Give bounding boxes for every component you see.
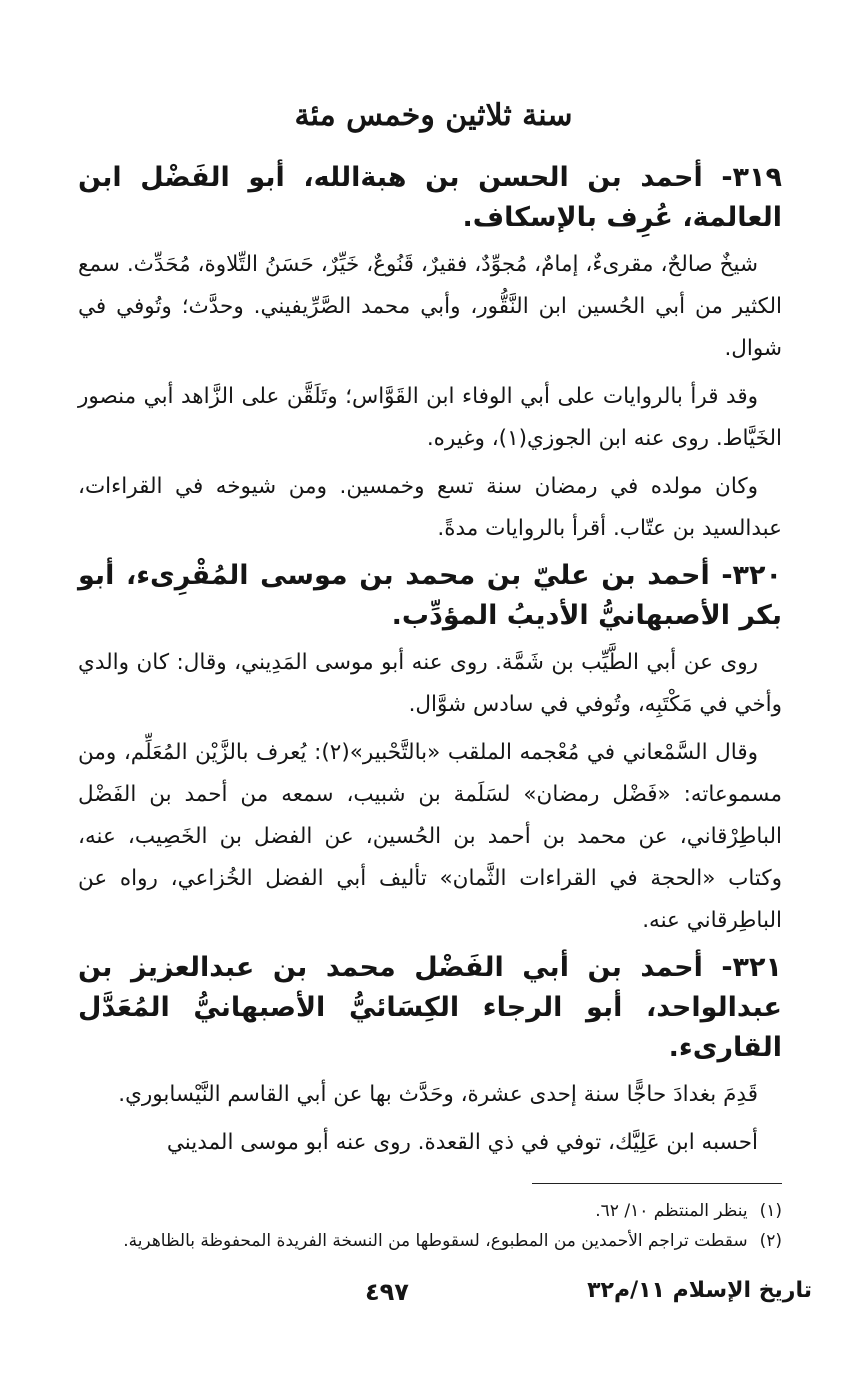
main-text	[78, 158, 782, 1170]
entry-paragraph: قَدِمَ بغدادَ حاجًّا سنة إحدى عشرة، وحَدَّث بها عن أبي القاسم النَّيْسابوري.	[118, 1082, 758, 1107]
entry-paragraph: روى عن أبي الطَّيِّب بن شَمَّة. روى عنه أبو موسى المَدِيني، وقال: كان والدي وأخي في مَكْتَبِه، وتُوفي في سادس شوَّال.	[78, 650, 782, 717]
page-number: ٤٩٧	[365, 1278, 409, 1306]
footnote-text: ينظر المنتظم ١٠/ ٦٢.	[595, 1201, 748, 1221]
footnote-number: (٢)	[759, 1231, 782, 1251]
section-heading: سنة ثلاثين وخمس مئة	[294, 98, 573, 133]
entry-title: ٣٢١- أحمد بن أبي الفَضْل محمد بن عبدالعزيز بن عبدالواحد، أبو الرجاء الكِسَائيُّ الأصبهانيُّ المُعَدَّل القارىء.	[78, 952, 782, 1063]
entry-paragraph: وقال السَّمْعاني في مُعْجمه الملقب «بالتَّحْبير»(٢): يُعرف بالزَّيْن المُعَلِّم، ومن مسموعاته: «فَضْل رمضان» لسَلَمة بن شبيب، سمعه من أحمد بن الفَضْل الباطِرْقاني، عن محمد بن أحمد بن الحُسين، عن الفضل بن الخَصِيب، عنه، وكتاب «الحجة في القراءات الثَّمان» تأليف أبي الفضل الخُزاعي، رواه عن الباطِرقاني عنه.	[78, 740, 782, 933]
entry-321	[78, 948, 782, 1164]
footer-book-title: تاريخ الإسلام ١١/م٣٢	[587, 1278, 812, 1303]
footnote-1	[60, 1196, 782, 1226]
entry-319	[78, 158, 782, 550]
entry-paragraph: وكان مولده في رمضان سنة تسع وخمسين. ومن شيوخه في القراءات، عبدالسيد بن عتّاب. أقرأ بالروايات مدةً.	[78, 474, 782, 541]
entry-320	[78, 556, 782, 942]
footnote-number: (١)	[759, 1201, 782, 1221]
footnote-divider	[532, 1183, 782, 1184]
footnotes	[60, 1196, 782, 1256]
footnote-text: سقطت تراجم الأحمدين من المطبوع، لسقوطها من النسخة الفريدة المحفوظة بالظاهرية.	[123, 1231, 748, 1251]
entry-paragraph: شيخٌ صالحٌ، مقرىءٌ، إمامٌ، مُجوِّدٌ، فقيرٌ، قَنُوعٌ، خَيِّرٌ، حَسَنُ التِّلاوة، مُحَدِّث. سمع الكثير من أبي الحُسين ابن النَّقُّور، وأبي محمد الصَّرِّيفيني. وحدَّث؛ وتُوفي في شوال.	[78, 252, 782, 361]
footnote-2	[60, 1226, 782, 1256]
entry-title: ٣٢٠- أحمد بن عليّ بن محمد بن موسى المُقْرِىء، أبو بكر الأصبهانيُّ الأديبُ المؤدِّب.	[78, 560, 782, 631]
entry-paragraph: وقد قرأ بالروايات على أبي الوفاء ابن القَوَّاس؛ وتَلَقَّن على الزَّاهد أبي منصور الخَيَّاط. روى عنه ابن الجوزي(١)، وغيره.	[78, 384, 782, 451]
entry-paragraph: أحسبه ابن عَلِيَّك، توفي في ذي القعدة. روى عنه أبو موسى المديني	[166, 1130, 758, 1155]
entry-title: ٣١٩- أحمد بن الحسن بن هبةالله، أبو الفَضْل ابن العالمة، عُرِف بالإسكاف.	[78, 162, 782, 233]
page-footer	[0, 1278, 867, 1322]
